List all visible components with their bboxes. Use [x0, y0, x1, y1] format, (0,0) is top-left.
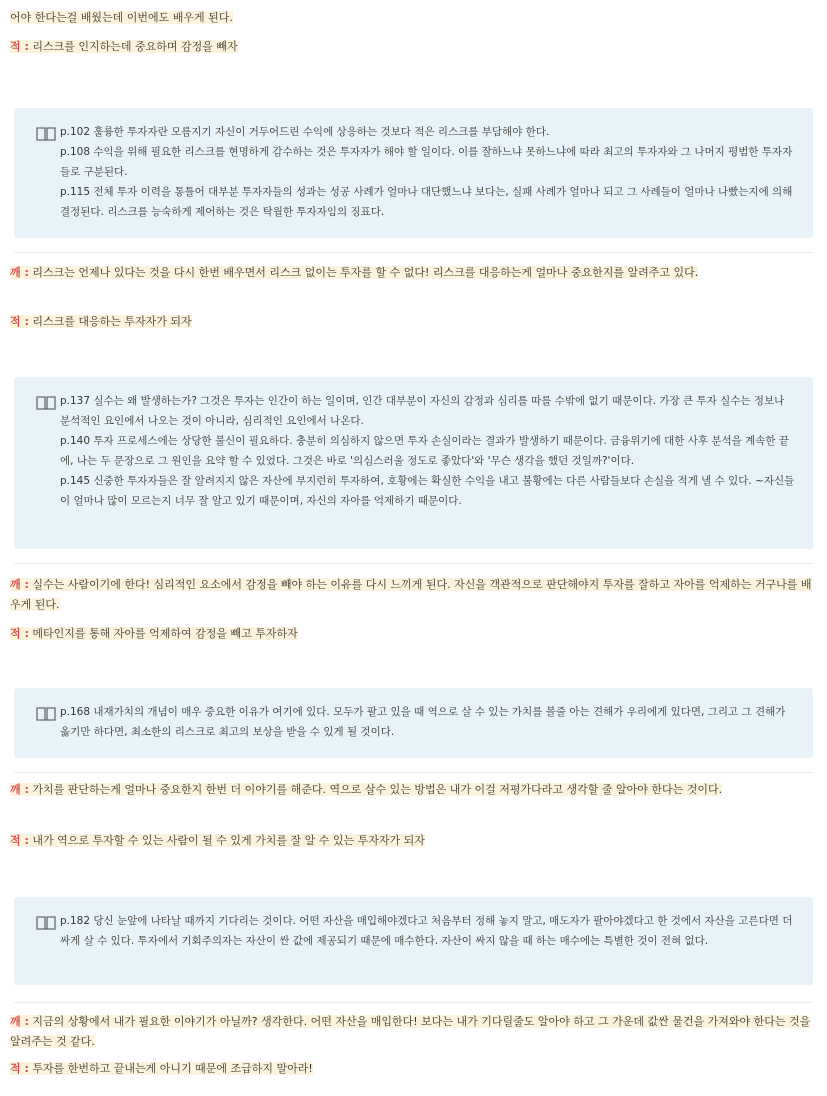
apply-note-5: [10, 1059, 817, 1079]
open-book-icon: [36, 126, 56, 142]
feel-note-3: [10, 780, 817, 800]
quote-line: p.102 훌륭한 투자자란 모름지기 자신이 거두어드린 수익에 상응하는 것보다 적은 리스크를 부담해야 한다.: [60, 126, 550, 138]
apply-text: 내가 역으로 투자할 수 있는 사람이 될 수 있게 가치를 잘 알 수 있는 투자자가 되자: [32, 834, 425, 847]
quote-line: p.168 내재가치의 개념이 매우 중요한 이유가 여기에 있다. 모두가 팔고 있을 때 역으로 살 수 있는 가치를 볼줄 아는 견해가 우리에게 있다면, 그리고 그 견해가 옳기만 하다면, 최소한의 리스크로 최고의 보상을 받을 수 있게 될 것이다.: [60, 706, 786, 738]
apply-highlight: [10, 1062, 313, 1075]
quote-line: p.140 투자 프로세스에는 상당한 불신이 필요하다. 충분히 의심하지 않으면 투자 손실이라는 결과가 발생하기 때문이다. 금융위기에 대한 사후 분석을 계속한 끝에, 나는 두 문장으로 그 원인을 요약 할 수 있었다. 그것은 바로 '의심스러울 정도로 좋았다'와 '무슨 생각을 했던 것일까?'이다.: [60, 435, 789, 467]
quote-line: p.108 수익을 위해 필요한 리스크를 현명하게 감수하는 것은 투자자가 해야 할 일이다. 이를 잘하느냐 못하느냐에 따라 최고의 투자자와 그 나머지 평범한 투자자들로 구분된다.: [60, 146, 793, 178]
feel-prefix: 깨 :: [10, 1015, 29, 1028]
apply-note-1: [10, 37, 817, 57]
apply-highlight: [10, 40, 238, 53]
feel-highlight: [10, 266, 698, 279]
feel-text: 리스크는 언제나 있다는 것을 다시 한번 배우면서 리스크 없이는 투자를 할 수 없다! 리스크를 대응하는게 얼마나 중요한지를 알려주고 있다.: [32, 266, 699, 279]
apply-highlight: [10, 315, 192, 328]
divider: [14, 252, 813, 253]
divider: [14, 1002, 813, 1003]
apply-text: 리스크를 인지하는데 중요하며 감정을 빼자: [32, 40, 238, 53]
quote-callout-3: [14, 688, 813, 758]
feel-prefix: 깨 :: [10, 578, 29, 591]
apply-text: 투자를 한번하고 끝내는게 아니기 때문에 조급하지 말아라!: [32, 1062, 313, 1075]
open-book-icon: [36, 706, 56, 722]
apply-prefix: 적 :: [10, 40, 29, 53]
apply-prefix: 적 :: [10, 315, 29, 328]
feel-note-1: [10, 263, 817, 283]
feel-highlight: [10, 578, 812, 611]
quote-callout-1: [14, 108, 813, 238]
feel-text: 지금의 상황에서 내가 필요한 이야기가 아닐까? 생각한다. 어떤 자산을 매입한다! 보다는 내가 기다릴줄도 알아야 하고 그 가운데 값싼 물건을 가져와야 한다는 것을 알려주는 것 같다.: [10, 1015, 811, 1048]
divider: [14, 563, 813, 564]
apply-note-4: [10, 831, 817, 851]
feel-text: 실수는 사람이기에 한다! 심리적인 요소에서 감정을 빼야 하는 이유를 다시 느끼게 된다. 자신을 객관적으로 판단해야지 투자를 잘하고 자아를 억제하는 거구나를 배우게 된다.: [10, 578, 812, 611]
continuation-highlight: 어야 한다는걸 배웠는데 이번에도 배우게 된다.: [10, 11, 233, 24]
open-book-icon: [36, 395, 56, 411]
apply-highlight: [10, 834, 425, 847]
feel-text: 가치를 판단하는게 얼마나 중요한지 한번 더 이야기를 해준다. 역으로 살수 있는 방법은 내가 이걸 저평가다라고 생각할 줄 알아야 한다는 것이다.: [32, 783, 723, 796]
quote-line: p.182 당신 눈앞에 나타날 때까지 기다리는 것이다. 어떤 자산을 매입해야겠다고 처음부터 정해 놓지 말고, 매도자가 팔아야겠다고 한 것에서 자산을 고른다면 더 싸게 살 수 있다. 투자에서 기회주의자는 자산이 싼 값에 제공되기 때문에 매수한다. 자산이 싸지 않을 때 하는 매수에는 특별한 것이 전혀 없다.: [60, 915, 793, 947]
quote-callout-2: [14, 377, 813, 549]
apply-note-2: [10, 312, 817, 332]
apply-note-3: [10, 624, 817, 644]
apply-prefix: 적 :: [10, 834, 29, 847]
feel-highlight: [10, 783, 722, 796]
feel-prefix: 깨 :: [10, 266, 29, 279]
quote-line: p.115 전체 투자 이력을 통틀어 대부분 투자자들의 성과는 성공 사례가 얼마나 대단했느냐 보다는, 실패 사례가 얼마나 되고 그 사례들이 얼마나 나빴는지에 의해 결정된다. 리스크를 능숙하게 제어하는 것은 탁월한 투자자임의 징표다.: [60, 186, 793, 218]
feel-prefix: 깨 :: [10, 783, 29, 796]
apply-prefix: 적 :: [10, 627, 29, 640]
feel-note-4: [10, 1012, 817, 1052]
feel-note-2: [10, 575, 817, 615]
quote-line: p.137 실수는 왜 발생하는가? 그것은 투자는 인간이 하는 일이며, 인간 대부분이 자신의 감정과 심리를 따를 수밖에 없기 때문이다. 가장 큰 투자 실수는 정보나 분석적인 요인에서 나오는 것이 아니라, 심리적인 요인에서 나온다.: [60, 395, 785, 427]
apply-text: 리스크를 대응하는 투자자가 되자: [32, 315, 192, 328]
apply-prefix: 적 :: [10, 1062, 29, 1075]
apply-text: 메타인지를 통해 자아를 억제하여 감정을 빼고 투자하자: [32, 627, 298, 640]
feel-highlight: [10, 1015, 810, 1048]
apply-highlight: [10, 627, 298, 640]
quote-line: p.145 신중한 투자자들은 잘 알려지지 않은 자산에 부지런히 투자하여, 호황에는 확실한 수익을 내고 불황에는 다른 사람들보다 손실을 적게 낼 수 있다. ~자신들이 얼마나 많이 모르는지 너무 잘 알고 있기 때문이며, 자신의 자아를 억제하기 때문이다.: [60, 475, 795, 507]
quote-callout-4: [14, 897, 813, 985]
open-book-icon: [36, 915, 56, 931]
divider: [14, 772, 813, 773]
continuation-text: [10, 8, 817, 28]
